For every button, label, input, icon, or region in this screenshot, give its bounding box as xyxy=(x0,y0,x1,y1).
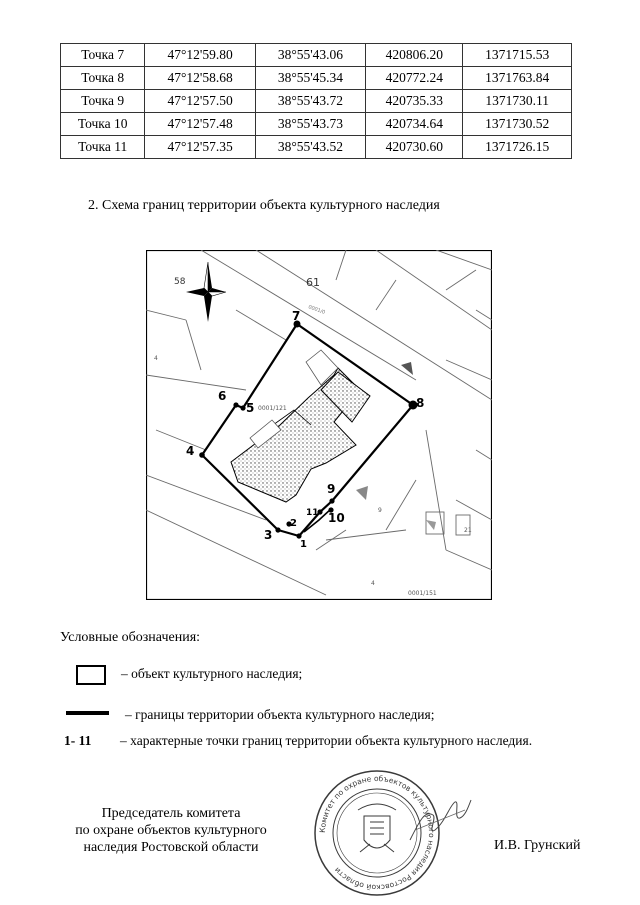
position-line-2: по охране объектов культурного xyxy=(75,823,267,838)
cadastral-label-house: 0001/121 xyxy=(258,405,287,412)
table-cell: 47°12'57.50 xyxy=(145,90,255,113)
parcel-label-58: 58 xyxy=(174,277,186,287)
parcel-label-d: 9 xyxy=(378,507,382,514)
handwritten-signature xyxy=(405,790,475,850)
coordinates-table xyxy=(60,43,572,159)
legend-boundary-text: – границы территории объекта культурного наследия; xyxy=(125,707,435,722)
legend-object-text: – объект культурного наследия; xyxy=(121,666,303,681)
table-cell: 420772.24 xyxy=(366,67,463,90)
table-cell: 420735.33 xyxy=(366,90,463,113)
point-label-2: 2 xyxy=(290,518,297,529)
legend-points-range: 1- 11 xyxy=(64,733,92,748)
signatory-position xyxy=(56,805,286,856)
table-cell: Точка 7 xyxy=(61,44,145,67)
table-cell: 420806.20 xyxy=(366,44,463,67)
table-cell: Точка 9 xyxy=(61,90,145,113)
table-cell: 1371726.15 xyxy=(463,136,572,159)
point-label-6: 6 xyxy=(218,389,227,403)
parcel-label-61: 61 xyxy=(306,276,320,289)
position-line-1: Председатель комитета xyxy=(101,806,241,821)
table-cell: 38°55'43.73 xyxy=(255,113,365,136)
section-title: 2. Схема границ территории объекта культурного наследия xyxy=(88,198,440,213)
point-label-11: 11 xyxy=(306,508,319,518)
table-cell: 38°55'43.52 xyxy=(255,136,365,159)
table-cell: 38°55'43.72 xyxy=(255,90,365,113)
table-row xyxy=(61,90,572,113)
table-row xyxy=(61,44,572,67)
point-label-5: 5 xyxy=(246,401,255,415)
parcel-label-e: 21 xyxy=(464,527,472,534)
point-label-10: 10 xyxy=(328,511,345,525)
coat-of-arms-icon xyxy=(358,804,396,852)
signatory-name: И.В. Грунский xyxy=(494,838,581,853)
point-label-4: 4 xyxy=(186,444,195,458)
table-row xyxy=(61,136,572,159)
legend-points-text: – характерные точки границ территории объекта культурного наследия. xyxy=(120,733,533,748)
table-cell: 420730.60 xyxy=(366,136,463,159)
point-label-7: 7 xyxy=(292,309,301,323)
table-row xyxy=(61,67,572,90)
table-cell: Точка 10 xyxy=(61,113,145,136)
table-cell: 47°12'57.48 xyxy=(145,113,255,136)
table-cell: 1371730.52 xyxy=(463,113,572,136)
point-label-9: 9 xyxy=(327,482,336,496)
cadastral-label-top: 0001/0 xyxy=(307,304,326,316)
point-label-3: 3 xyxy=(264,528,273,542)
table-cell: Точка 11 xyxy=(61,136,145,159)
legend-boundary-symbol xyxy=(66,711,109,715)
parcel-label-c: 4 xyxy=(154,355,158,362)
table-cell: 47°12'57.35 xyxy=(145,136,255,159)
point-label-1: 1 xyxy=(300,539,307,550)
table-cell: 47°12'58.68 xyxy=(145,67,255,90)
cadastral-label-bottom: 0001/151 xyxy=(408,590,437,597)
table-cell: 38°55'45.34 xyxy=(255,67,365,90)
table-cell: 420734.64 xyxy=(366,113,463,136)
stamp-text: Комитет по охране объектов культурного наследия Ростовской области xyxy=(317,773,437,893)
point-label-8: 8 xyxy=(416,396,425,410)
legend-title: Условные обозначения: xyxy=(60,630,201,645)
table-cell: 1371730.11 xyxy=(463,90,572,113)
table-cell: 1371763.84 xyxy=(463,67,572,90)
legend-object-symbol xyxy=(76,665,106,685)
table-row xyxy=(61,113,572,136)
table-cell: 47°12'59.80 xyxy=(145,44,255,67)
table-cell: 38°55'43.06 xyxy=(255,44,365,67)
boundary-scheme-map xyxy=(146,250,492,600)
position-line-3: наследия Ростовской области xyxy=(83,840,259,855)
table-cell: Точка 8 xyxy=(61,67,145,90)
parcel-label-f: 4 xyxy=(371,580,375,587)
table-cell: 1371715.53 xyxy=(463,44,572,67)
